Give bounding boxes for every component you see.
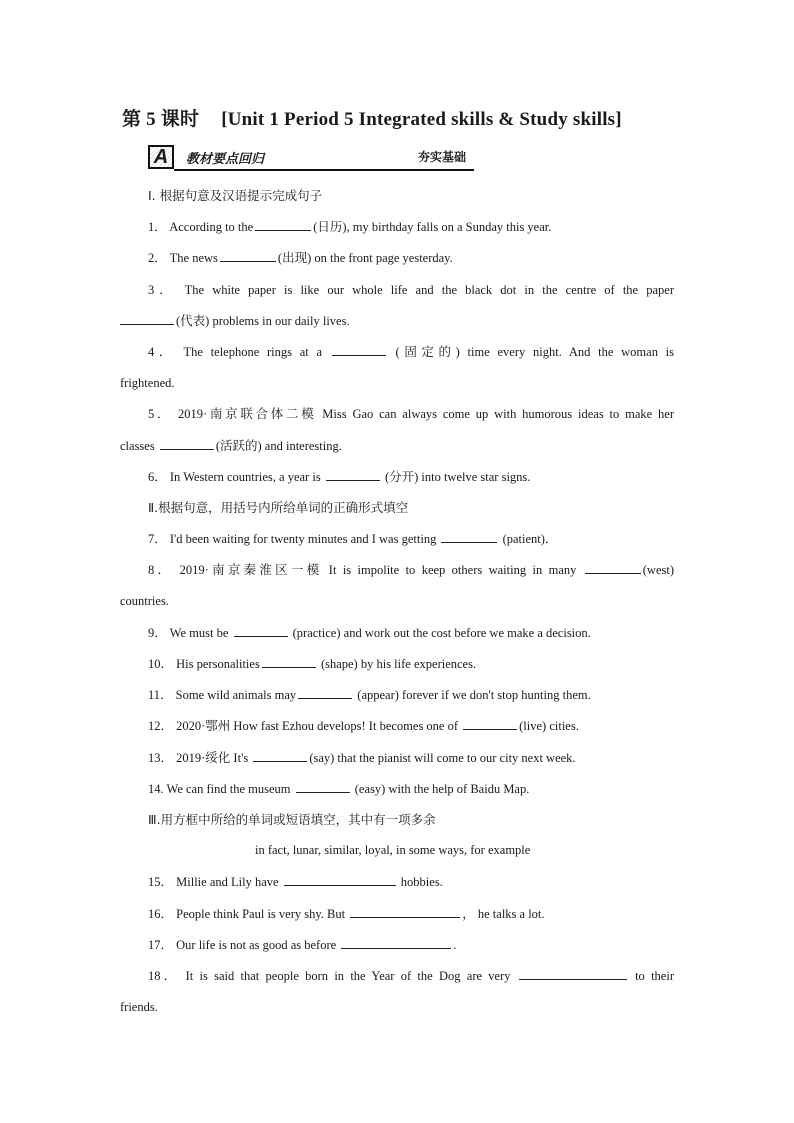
question-18-line-1: 18． It is said that people born in the Year of the Dog are very to their [148, 969, 674, 983]
question-3-line-1: 3． The white paper is like our whole life and the black dot in the centre of the paper [148, 283, 674, 297]
question-17: 17． Our life is not as good as before . [148, 938, 457, 952]
answer-blank[interactable] [234, 625, 288, 637]
question-8-line-1: 8． 2019·南京秦淮区一模 It is impolite to keep others waiting in many (west) [148, 563, 675, 577]
question-18-line-2: friends. [120, 1000, 158, 1014]
section-heading-1: Ⅰ. 根据句意及汉语提示完成句子 [148, 188, 323, 203]
answer-blank[interactable] [255, 219, 311, 231]
question-15: 15． Millie and Lily have hobbies. [148, 875, 443, 889]
question-1: 1． According to the (日历), my birthday falls on a Sunday this year. [148, 220, 552, 234]
section-banner [148, 145, 474, 171]
question-6: 6． In Western countries, a year is (分开) into twelve star signs. [148, 470, 531, 484]
section-a-badge: A [148, 145, 174, 169]
answer-blank[interactable] [160, 438, 214, 450]
answer-blank[interactable] [441, 531, 497, 543]
section-heading-2: Ⅱ.根据句意，用括号内所给单词的正确形式填空 [148, 500, 409, 515]
answer-blank[interactable] [341, 937, 451, 949]
answer-blank[interactable] [519, 968, 627, 980]
word-box: in fact, lunar, similar, loyal, in some ways, for example [255, 843, 531, 857]
answer-blank[interactable] [120, 313, 174, 325]
question-8-line-2: countries. [120, 594, 169, 608]
question-4-line-2: frightened. [120, 376, 175, 390]
unit-title: [Unit 1 Period 5 Integrated skills & Study skills] [221, 109, 622, 130]
question-13: 13． 2019·绥化 It's (say) that the pianist will come to our city next week. [148, 751, 576, 765]
question-4-line-1: 4． The telephone rings at a (固定的) time every night. And the woman is [148, 345, 675, 359]
question-11: 11． Some wild animals may (appear) forever if we don't stop hunting them. [148, 688, 591, 702]
lesson-number: 第 5 课时 [122, 109, 200, 130]
question-5-line-1: 5． 2019·南京联合体二模 Miss Gao can always come up with humorous ideas to make her [148, 407, 674, 421]
question-2: 2． The news (出现) on the front page yesterday. [148, 251, 453, 265]
answer-blank[interactable] [262, 656, 316, 668]
question-16: 16． People think Paul is very shy. But ， he talks a lot. [148, 907, 545, 921]
answer-blank[interactable] [298, 687, 352, 699]
question-5-line-2: classes (活跃的) and interesting. [120, 439, 342, 453]
question-9: 9． We must be (practice) and work out the cost before we make a decision. [148, 626, 591, 640]
answer-blank[interactable] [220, 250, 276, 262]
banner-rule [174, 169, 474, 171]
banner-label: 教材要点回归 [186, 152, 265, 167]
answer-blank[interactable] [332, 344, 386, 356]
answer-blank[interactable] [463, 718, 517, 730]
question-7: 7． I'd been waiting for twenty minutes and I was getting (patient)． [148, 532, 558, 546]
answer-blank[interactable] [585, 562, 641, 574]
answer-blank[interactable] [296, 781, 350, 793]
answer-blank[interactable] [253, 750, 307, 762]
section-heading-3: Ⅲ.用方框中所给的单词或短语填空，其中有一项多余 [148, 812, 436, 827]
question-3-line-2: (代表) problems in our daily lives. [120, 313, 350, 329]
question-10: 10． His personalities (shape) by his life experiences. [148, 657, 477, 671]
question-14: 14. We can find the museum (easy) with the help of Baidu Map. [148, 782, 530, 796]
answer-blank[interactable] [326, 469, 380, 481]
answer-blank[interactable] [284, 874, 396, 886]
answer-blank[interactable] [350, 906, 460, 918]
question-12: 12． 2020·鄂州 How fast Ezhou develops! It becomes one of (live) cities. [148, 719, 579, 733]
banner-right-label: 夯实基础 [418, 150, 467, 164]
page-title [122, 104, 682, 131]
